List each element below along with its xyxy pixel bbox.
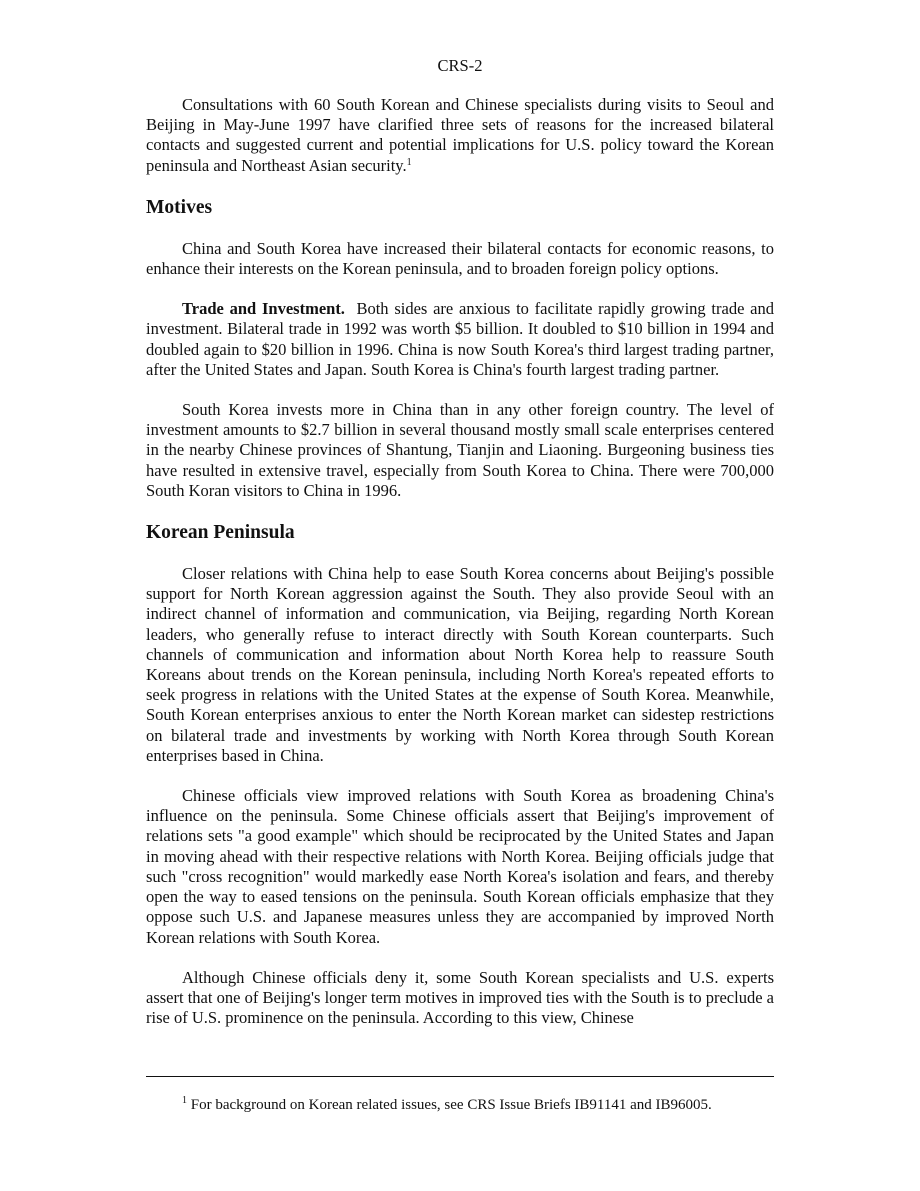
subsection-title-trade: Trade and Investment. (182, 299, 345, 319)
peninsula-paragraph-3: Although Chinese officials deny it, some South Korean specialists and U.S. experts assert that one of Beijing's longer term motives in improved ties with the South is to preclude a rise of U.S. prominence on the peninsula. According to this view, Chinese (146, 967, 774, 1028)
peninsula-paragraph-2: Chinese officials view improved relations with South Korea as broadening China's influence on the peninsula. Some Chinese officials assert that Beijing's improvement of relations sets "a good example" which should be reciprocated by the United States and Japan in moving ahead with their respective relations with North Korea. Beijing officials judge that such "cross recognition" would markedly ease North Korea's isolation and fears, and thereby open the way to eased tensions on the peninsula. South Korean officials emphasize that they oppose such U.S. and Japanese measures unless they are accompanied by improved North Korean relations with South Korea. (146, 786, 774, 947)
footnote-text: For background on Korean related issues, see CRS Issue Briefs IB91141 and IB96005. (190, 1097, 712, 1113)
footnote (182, 1096, 774, 1115)
footnote-marker: 1 (182, 1095, 187, 1106)
section-heading-motives: Motives (146, 196, 213, 218)
intro-paragraph (146, 95, 774, 176)
intro-text: Consultations with 60 South Korean and Chinese specialists during visits to Seoul and Beijing in May-June 1997 have clarified three sets of reasons for the increased bilateral contacts and suggested current and potential implications for U.S. policy toward the Korean peninsula and Northeast Asian security. (146, 95, 774, 175)
document-page (146, 0, 774, 1191)
trade-investment-text: Both sides are anxious to facilitate rapidly growing trade and investment. Bilateral trade in 1992 was worth $5 billion. It doubled to $10 billion in 1994 and doubled again to $20 billion in 1996. China is now South Korea's third largest trading partner, after the United States and Japan. South Korea is China's fourth largest trading partner. (146, 299, 774, 379)
motives-paragraph-3: South Korea invests more in China than in any other foreign country. The level of investment amounts to $2.7 billion in several thousand mostly small scale enterprises centered in the nearby Chinese provinces of Shantung, Tianjin and Liaoning. Burgeoning business ties have resulted in extensive travel, especially from South Korea to China. There were 700,000 South Koran visitors to China in 1996. (146, 400, 774, 500)
motives-paragraph-1: China and South Korea have increased their bilateral contacts for economic reasons, to enhance their interests on the Korean peninsula, and to broaden foreign policy options. (146, 238, 774, 279)
footnote-divider (146, 1076, 774, 1077)
trade-investment-paragraph (146, 299, 774, 380)
page-label: CRS-2 (437, 56, 483, 75)
section-heading-korean-peninsula: Korean Peninsula (146, 522, 295, 544)
document-body (146, 95, 774, 1048)
footnote-reference[interactable]: 1 (406, 156, 412, 168)
peninsula-paragraph-1: Closer relations with China help to ease South Korea concerns about Beijing's possible support for North Korean aggression against the South. They also provide Seoul with an indirect channel of information and communication, via Beijing, regarding North Korean leaders, who generally refuse to interact directly with South Korean counterparts. Such channels of communication and information about North Korea help to reassure South Koreans about trends on the Korean peninsula, including North Korea's repeated efforts to seek progress in relations with the United States at the expense of South Korea. Meanwhile, South Korean enterprises anxious to enter the North Korean market can sidestep restrictions on bilateral trade and investments by working with North Korea through South Korean enterprises based in China. (146, 564, 774, 765)
